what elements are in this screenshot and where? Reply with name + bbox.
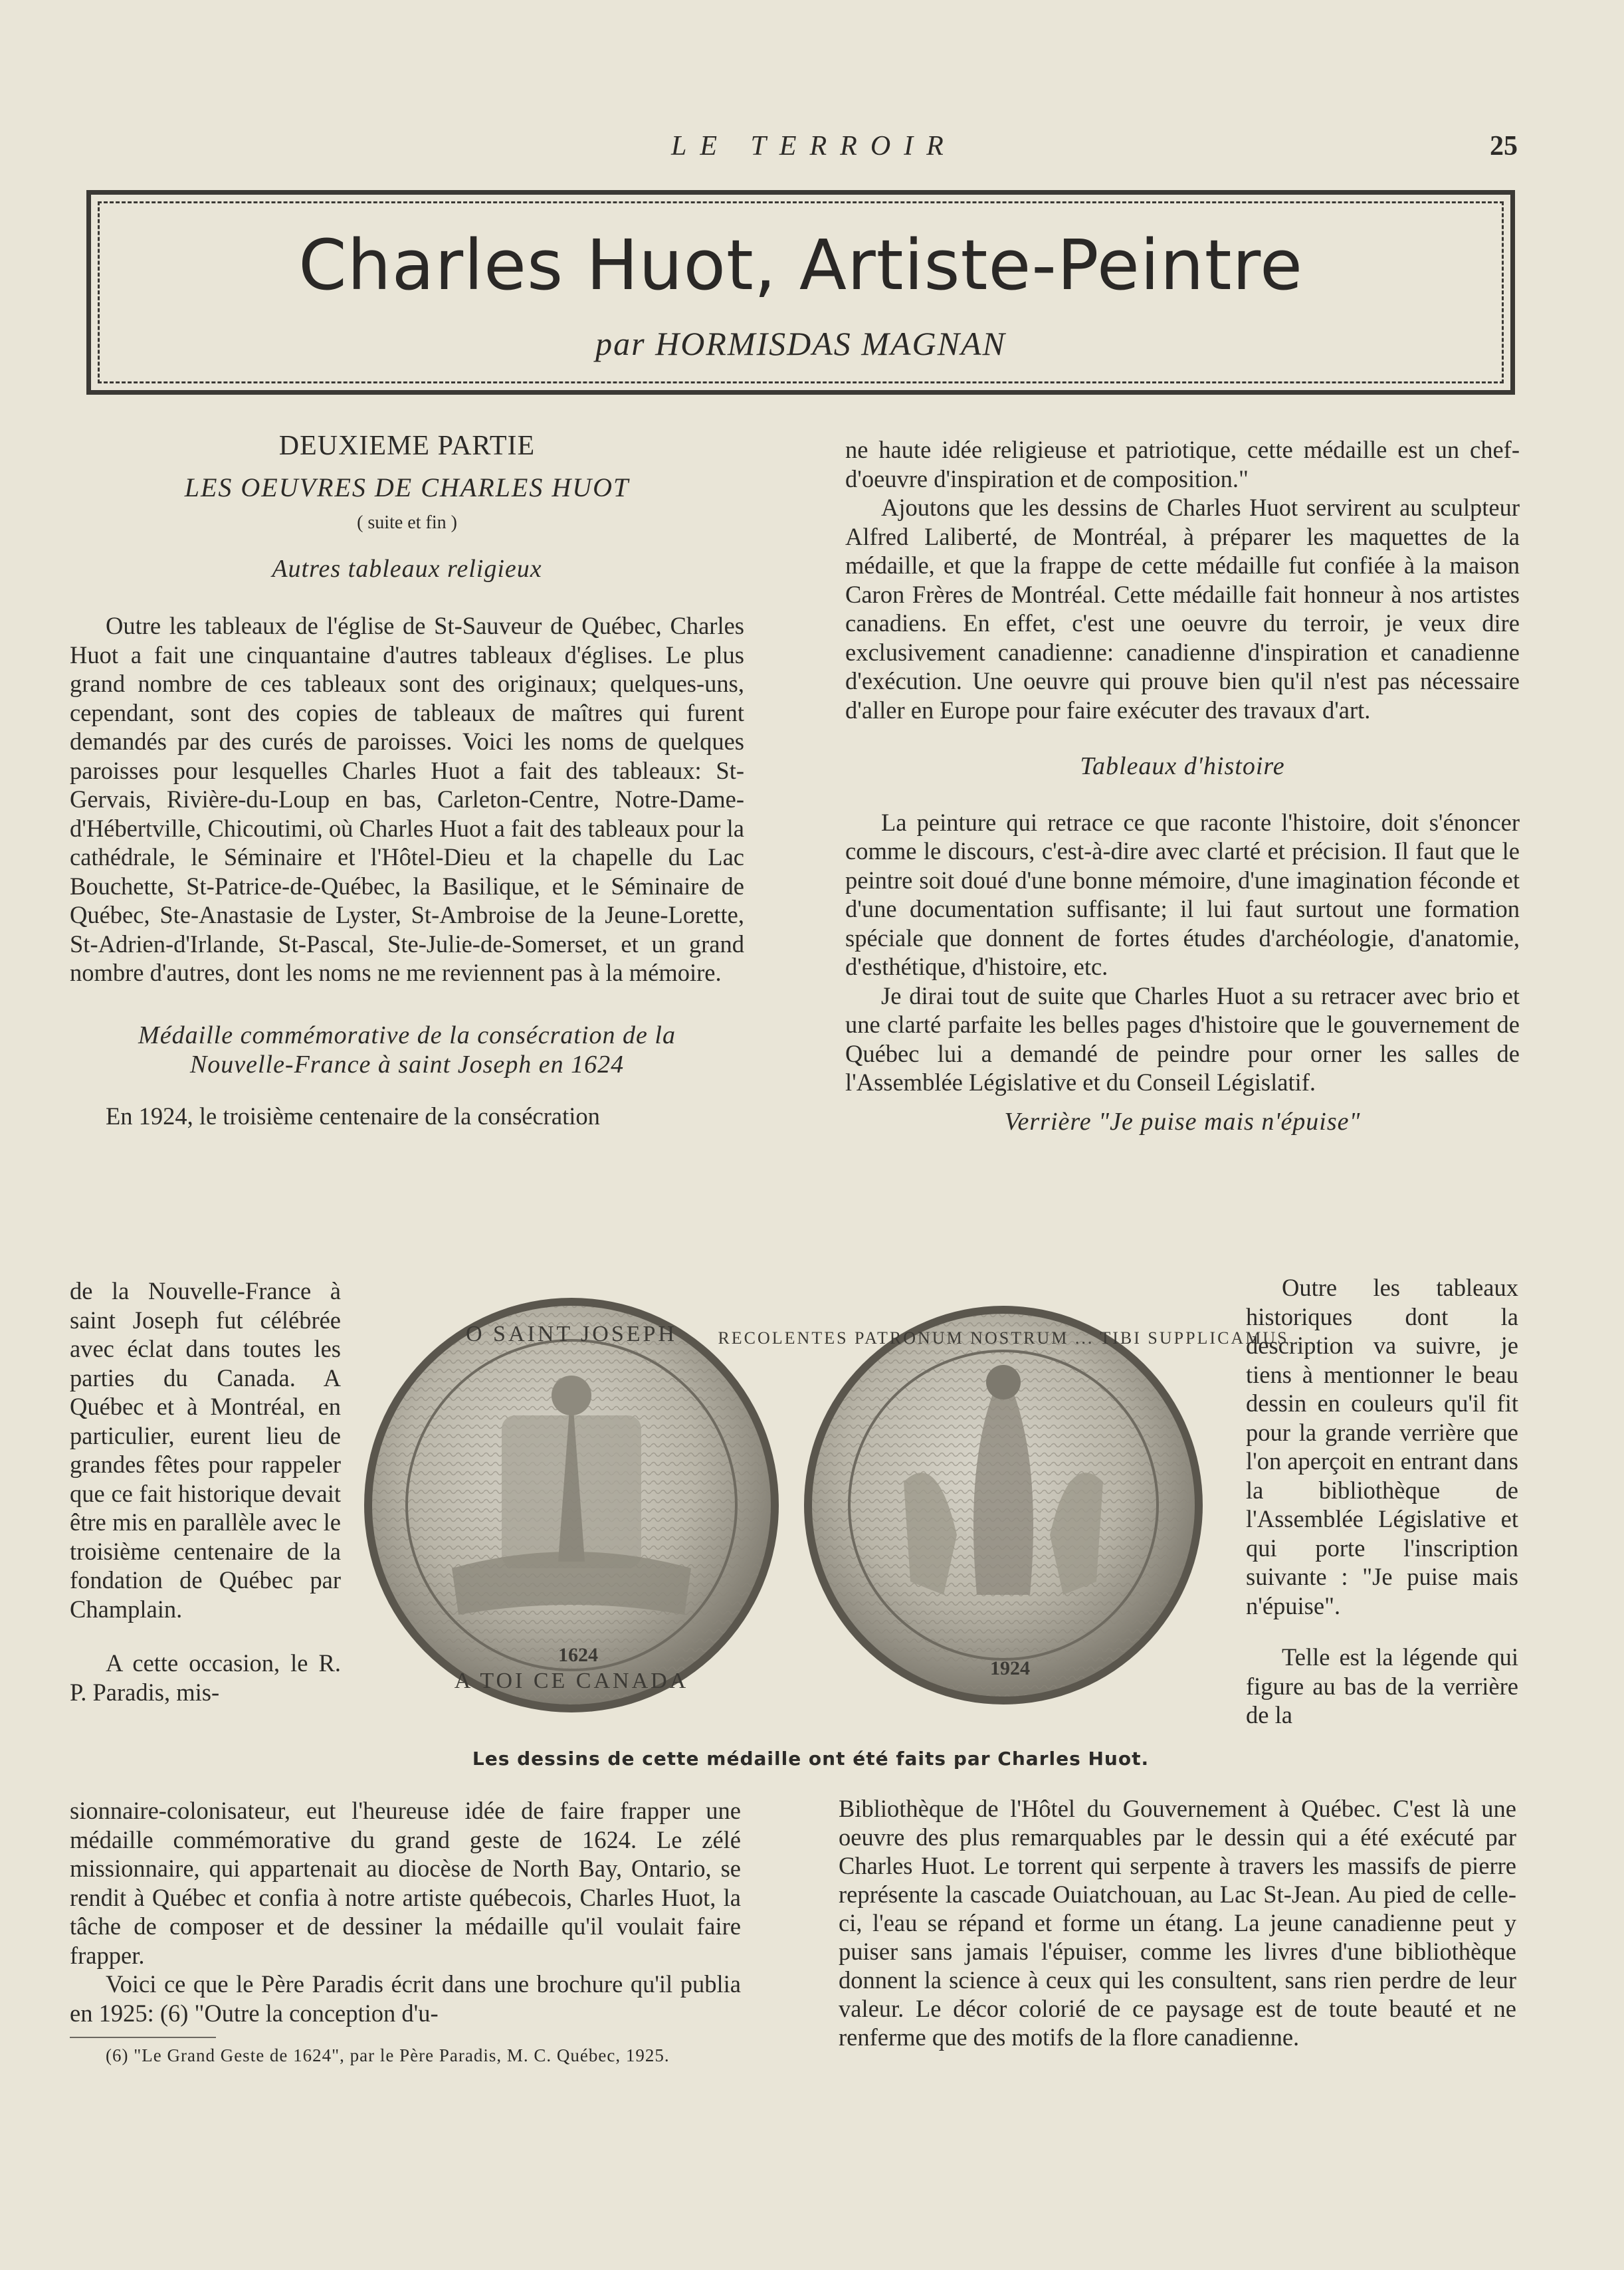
paragraph-assemblee: Je dirai tout de suite que Charles Huot a su retracer avec brio et une clarté parfaite les belles pages d'histoire que le gouvernement de Québec lui a demandé de peindre pour orner les salles de l'Assemblée Législative et du Conseil Législatif. (845, 981, 1520, 1096)
medal-back (718, 1306, 1288, 1704)
right-column-bottom (839, 1794, 1516, 2051)
medal-back-date: 1924 (990, 1657, 1030, 1679)
article-title: Charles Huot, Artiste-Peintre (298, 225, 1303, 306)
paragraph-medal-wrap: de la Nouvelle-France à saint Joseph fut célébrée avec éclat dans toutes les parties du Canada. A Québec et à Montréal, en particulier, eurent lieu de grandes fêtes pour rappeler que ce fait historique devait être mis en parallèle avec le troisième centenaire de la fondation de Québec par Champlain. (70, 1277, 341, 1623)
medal-image (372, 1283, 1289, 1734)
subheading-medal (70, 1021, 744, 1079)
paragraph-legende-rest: Bibliothèque de l'Hôtel du Gouvernement à Québec. C'est là une oeuvre des plus remarquables par le dessin qui a été exécuté par Charles Huot. Le torrent qui serpente à travers les massifs de pierre représente la cascade Ouiatchouan, au Lac St-Jean. Au pied de celle-ci, l'eau se répand et forme un étang. La jeune canadienne peut y puiser sans jamais l'épuiser, comme les livres d'une bibliothèque donnent la science à ceux qui les consultent, sans rien perdre de leur valeur. Le décor colorié de ce paysage est de toute beauté et ne renferme que des motifs de la flore canadienne. (839, 1795, 1516, 2051)
medal-front-date: 1624 (558, 1644, 598, 1666)
subheading-history: Tableaux d'histoire (1080, 752, 1285, 780)
page-number: 25 (1490, 131, 1518, 161)
section-note: ( suite et fin ) (357, 512, 457, 533)
paragraph-history-painting: La peinture qui retrace ce que raconte l'histoire, doit s'énoncer comme le discours, c'est-à-dire avec clarté et précision. Il faut que le peintre soit doué d'une bonne mémoire, d'une imagination féconde et d'une documentation suffisante; il lui faut surtout une formation spéciale que donnent de fortes études d'archéologie, d'anatomie, d'esthétique, d'histoire, etc. (845, 808, 1520, 980)
figure-caption: Les dessins de cette médaille ont été faits par Charles Huot. (472, 1748, 1150, 1770)
paragraph-brochure: Voici ce que le Père Paradis écrit dans une brochure qu'il publia en 1925: (6) "Outre la conception d'u- (70, 1970, 741, 2027)
footnote: (6) "Le Grand Geste de 1624", par le Père Paradis, M. C. Québec, 1925. (106, 2045, 670, 2065)
medal-front-top-text: O SAINT JOSEPH (466, 1322, 677, 1346)
paragraph-verriere: Outre les tableaux historiques dont la description va suivre, je tiens à mentionner le beau dessin en couleurs qu'il fit pour la grande verrière que l'on aperçoit en entrant dans la bibliothèque de l'Assemblée Législative et qui porte l'inscription suivante : "Je puise mais n'épuise". (1246, 1274, 1518, 1619)
subheading-religious: Autres tableaux religieux (272, 554, 542, 583)
paragraph-medal-first-line: En 1924, le troisième centenaire de la consécration (106, 1102, 600, 1130)
subheading-medal-line2: Nouvelle-France à saint Joseph en 1624 (189, 1050, 625, 1079)
left-column-bottom (70, 1796, 741, 2067)
article-byline: par HORMISDAS MAGNAN (595, 325, 1006, 362)
medal-front-bottom-text: A TOI CE CANADA (454, 1669, 689, 1693)
paragraph-quote-end: ne haute idée religieuse et patriotique, cette médaille est un chef-d'oeuvre d'inspiration et de composition." (845, 436, 1520, 492)
paragraph-legende-start: Telle est la légende qui figure au bas de la verrière de la (1246, 1643, 1518, 1728)
left-wrap-column (70, 1277, 341, 1706)
medal-back-text: RECOLENTES PATRONUM NOSTRUM ... TIBI SUPPLICAMUS (718, 1328, 1289, 1348)
medal-front (364, 1298, 779, 1712)
paragraph-religious-paintings: Outre les tableaux de l'église de St-Sauveur de Québec, Charles Huot a fait une cinquantaine d'autres tableaux d'églises. Le plus grand nombre de ces tableaux sont des originaux; quelques-uns, cependant, sont des copies de tableaux de maîtres qui furent demandés par des curés de paroisses. Voici les noms de quelques paroisses pour lesquelles Charles Huot a fait des tableaux: St-Gervais, Rivière-du-Loup en bas, Carleton-Centre, Notre-Dame-d'Hébertville, Chicoutimi, où Charles Huot a fait des tableaux pour la cathédrale, le Séminaire et l'Hôtel-Dieu et la chapelle du Lac Bouchette, St-Patrice-de-Québec, la Basilique, et le Séminaire de Québec, Ste-Anastasie de Lyster, St-Ambroise de la Jeune-Lorette, St-Adrien-d'Irlande, St-Pascal, Ste-Julie-de-Somerset, et un grand nombre d'autres, dont les noms ne me reviennent pas à la mémoire. (70, 612, 744, 986)
paragraph-paradis-rest: sionnaire-colonisateur, eut l'heureuse idée de faire frapper une médaille commémorative du grand geste de 1624. Le zélé missionnaire, qui appartenait au diocèse de North Bay, Ontario, se rendit à Québec et confia à notre artiste québecois, Charles Huot, la tâche de composer et de dessiner la médaille qu'il voulait faire frapper. (70, 1797, 741, 1969)
part-heading: DEUXIEME PARTIE (278, 431, 536, 461)
left-column-top (70, 432, 744, 1130)
footnote-rule (70, 2037, 216, 2038)
section-heading: LES OEUVRES DE CHARLES HUOT (184, 472, 630, 502)
paragraph-laliberte: Ajoutons que les dessins de Charles Huot servirent au sculpteur Alfred Laliberté, de Montréal, à préparer les maquettes de la médaille, et que la frappe de cette médaille fut confiée à la maison Caron Frères de Montréal. Cette médaille fait honneur à nos artistes canadiens. En effet, c'est une oeuvre du terroir, je veux dire exclusivement canadienne: canadienne d'inspiration et canadienne d'exécution. Une oeuvre qui prouve bien qu'il n'est pas nécessaire d'aller en Europe pour faire exécuter des travaux d'art. (845, 494, 1520, 724)
paragraph-paradis-start: A cette occasion, le R. P. Paradis, mis- (70, 1649, 341, 1706)
right-column-top (845, 435, 1520, 1136)
running-title: LE TERROIR (671, 131, 957, 161)
subheading-verriere: Verrière "Je puise mais n'épuise" (1004, 1107, 1361, 1136)
medal-figure (372, 1283, 1289, 1734)
subheading-medal-line1: Médaille commémorative de la consécration de la (138, 1021, 676, 1049)
